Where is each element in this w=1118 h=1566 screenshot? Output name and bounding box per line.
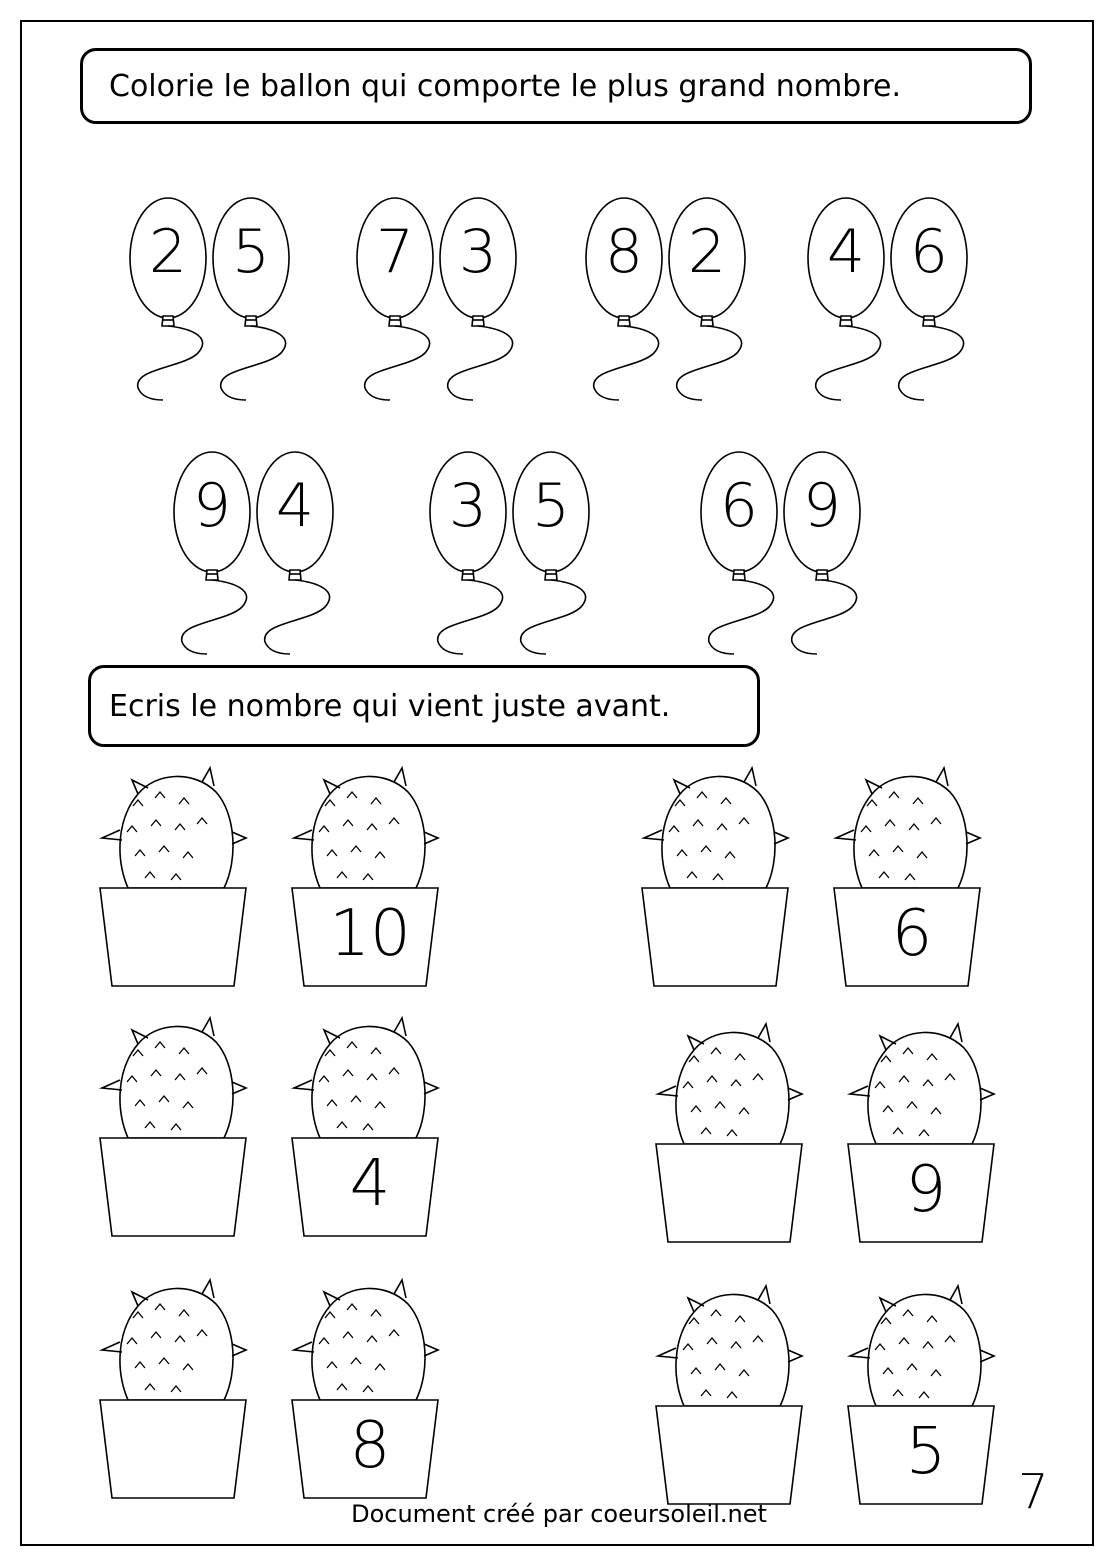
instruction-balloons (80, 48, 1032, 124)
cactus-number: 5 (905, 1415, 947, 1489)
cactus-answer-pot[interactable] (98, 1010, 258, 1220)
cactus-icon (640, 760, 800, 990)
balloon-number[interactable]: 2 (148, 217, 188, 287)
balloon-number[interactable]: 9 (192, 471, 232, 541)
balloon-pair (584, 188, 754, 408)
cactus-answer-pot[interactable] (640, 760, 800, 970)
footer-credit: Document créé par coeursoleil.net (351, 1500, 767, 1528)
cactus-icon (98, 760, 258, 990)
balloon-number[interactable]: 4 (826, 217, 866, 287)
cactus-icon (98, 1272, 258, 1502)
balloon-number[interactable]: 9 (802, 471, 842, 541)
cactus-answer-pot[interactable] (98, 760, 258, 970)
cactus-given-pot (290, 1010, 450, 1220)
cactus-icon (98, 1010, 258, 1240)
cactus-icon (654, 1278, 814, 1508)
cactus-answer-pot[interactable] (98, 1272, 258, 1482)
balloon-pair (699, 442, 869, 662)
balloon-number[interactable]: 8 (604, 217, 644, 287)
cactus-number: 4 (349, 1147, 391, 1221)
cactus-number: 9 (905, 1153, 947, 1227)
cactus-answer-pot[interactable] (654, 1278, 814, 1488)
cactus-icon (654, 1016, 814, 1246)
cactus-given-pot (290, 1272, 450, 1482)
balloon-number[interactable]: 5 (231, 217, 271, 287)
balloon-pair (128, 188, 298, 408)
cactus-number: 10 (329, 897, 411, 971)
balloon-number[interactable]: 6 (719, 471, 759, 541)
cactus-given-pot (832, 760, 992, 970)
balloon-number[interactable]: 6 (909, 217, 949, 287)
instruction-balloons-text: Colorie le ballon qui comporte le plus grand nombre. (109, 68, 902, 104)
cactus-given-pot (846, 1278, 1006, 1488)
cactus-given-pot (290, 760, 450, 970)
balloon-number[interactable]: 7 (375, 217, 415, 287)
cactus-answer-pot[interactable] (654, 1016, 814, 1226)
balloon-number[interactable]: 3 (458, 217, 498, 287)
balloon-number[interactable]: 4 (275, 471, 315, 541)
balloon-number[interactable]: 2 (687, 217, 727, 287)
instruction-cactus-text: Ecris le nombre qui vient juste avant. (109, 688, 671, 724)
balloon-pair (355, 188, 525, 408)
cactus-given-pot (846, 1016, 1006, 1226)
balloon-number[interactable]: 5 (531, 471, 571, 541)
cactus-number: 6 (891, 897, 933, 971)
balloon-pair (806, 188, 976, 408)
balloon-pair (428, 442, 598, 662)
cactus-number: 8 (349, 1409, 391, 1483)
page-number: 7 (1018, 1464, 1049, 1520)
balloon-number[interactable]: 3 (448, 471, 488, 541)
balloon-pair (172, 442, 342, 662)
instruction-cactus (88, 665, 760, 747)
